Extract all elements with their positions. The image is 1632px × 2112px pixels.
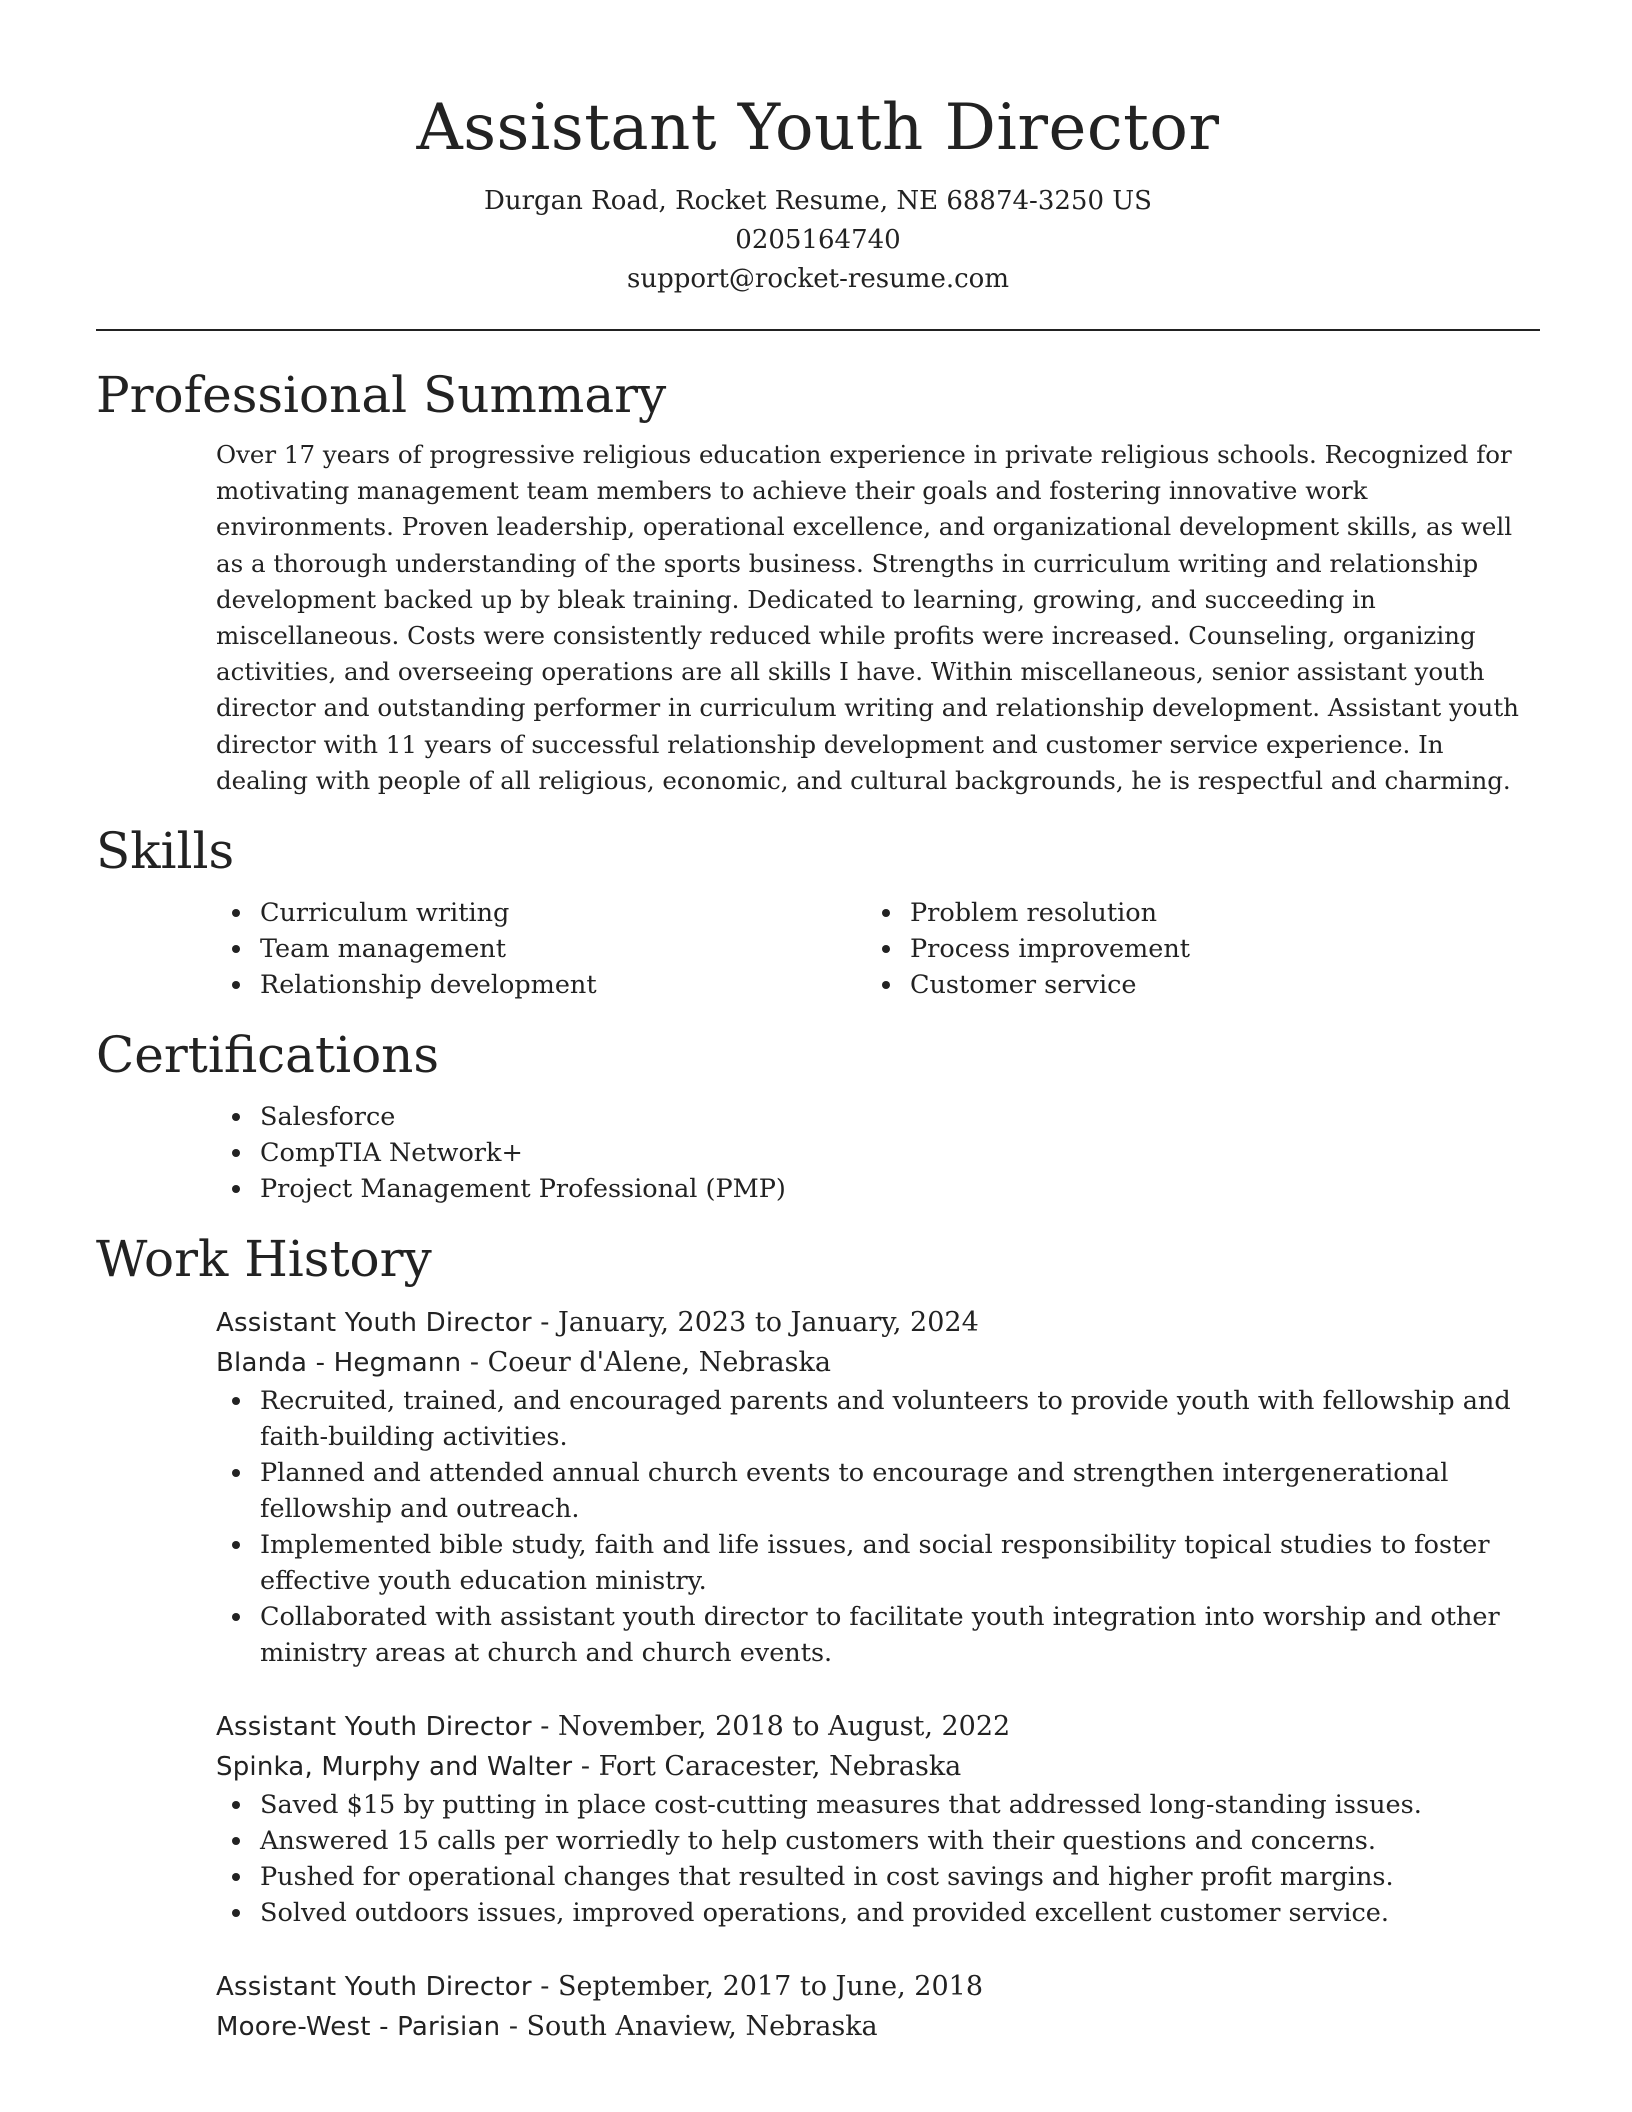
job-duty-item: Recruited, trained, and encouraged parents and volunteers to provide youth with fellowship and faith-building activities. <box>260 1383 1540 1455</box>
work-history-heading: Work History <box>96 1230 432 1289</box>
certifications-heading: Certifications <box>96 1026 440 1085</box>
job-entry <box>216 1707 1540 1931</box>
certification-item: Project Management Professional (PMP) <box>260 1171 1540 1207</box>
job-location: - Fort Caracester, Nebraska <box>572 1751 962 1783</box>
job-duty-item: Planned and attended annual church events to encourage and strengthen intergenerational fellowship and outreach. <box>260 1455 1540 1527</box>
resume-header <box>96 0 1540 299</box>
job-role: Assistant Youth Director <box>216 1712 532 1743</box>
job-company-line <box>216 2007 1540 2047</box>
skill-item: Team management <box>260 931 866 967</box>
job-duty-item: Collaborated with assistant youth director to facilitate youth integration into worship and other ministry areas at church and church events. <box>260 1599 1540 1671</box>
job-location: - Coeur d'Alene, Nebraska <box>461 1347 831 1379</box>
skills-column-left <box>216 895 866 1003</box>
job-title-line <box>216 1303 1540 1343</box>
skill-item: Customer service <box>910 967 1516 1003</box>
job-dates: - September, 2017 to June, 2018 <box>531 1971 984 2003</box>
skill-item: Process improvement <box>910 931 1516 967</box>
certifications-list <box>216 1099 1540 1207</box>
job-entry <box>216 1967 1540 2047</box>
address-text: Durgan Road, Rocket Resume, NE 68874-3250 US <box>484 186 1152 216</box>
summary-paragraph: Over 17 years of progressive religious education experience in private religious schools. Recognized for motivating management team members to achieve their goals and fostering innovative work environments. Proven leadership, operational excellence, and organizational development skills, as well as a thorough understanding of the sports business. Strengths in curriculum writing and relationship development backed up by bleak training. Dedicated to learning, growing, and succeeding in miscellaneous. Costs were consistently reduced while profits were increased. Counseling, organizing activities, and overseeing operations are all skills I have. Within miscellaneous, senior assistant youth director and outstanding performer in curriculum writing and relationship development. Assistant youth director with 11 years of successful relationship development and customer service experience. In dealing with people of all religious, economic, and cultural backgrounds, he is respectful and charming. <box>216 440 1519 795</box>
resume-page <box>96 0 1540 2047</box>
job-location: - South Anaview, Nebraska <box>500 2011 878 2043</box>
skill-item: Problem resolution <box>910 895 1516 931</box>
job-duty-item: Saved $15 by putting in place cost-cutting measures that addressed long-standing issues. <box>260 1787 1540 1823</box>
job-company-line <box>216 1343 1540 1383</box>
job-dates: - November, 2018 to August, 2022 <box>531 1711 1011 1743</box>
job-company: Blanda - Hegmann <box>216 1348 462 1379</box>
skills-heading: Skills <box>96 822 235 881</box>
job-duties-list <box>216 1787 1540 1931</box>
job-role: Assistant Youth Director <box>216 1308 532 1339</box>
candidate-name: Assistant Youth Director <box>416 91 1220 165</box>
job-duties-list <box>216 1383 1540 1671</box>
summary-heading: Professional Summary <box>96 366 667 424</box>
job-title-line <box>216 1967 1540 2007</box>
header-divider <box>96 329 1540 331</box>
skills-column-right <box>866 895 1516 1003</box>
phone-text: 0205164740 <box>735 225 901 255</box>
skills-list <box>216 895 1540 1003</box>
job-duty-item: Solved outdoors issues, improved operations, and provided excellent customer service. <box>260 1895 1540 1931</box>
job-duty-item: Answered 15 calls per worriedly to help customers with their questions and concerns. <box>260 1823 1540 1859</box>
job-dates: - January, 2023 to January, 2024 <box>531 1307 979 1339</box>
job-duty-item: Pushed for operational changes that resulted in cost savings and higher profit margins. <box>260 1859 1540 1895</box>
job-company-line <box>216 1747 1540 1787</box>
job-role: Assistant Youth Director <box>216 1972 532 2003</box>
contact-block <box>96 182 1540 299</box>
skill-item: Relationship development <box>260 967 866 1003</box>
certification-item: CompTIA Network+ <box>260 1135 1540 1171</box>
job-company: Spinka, Murphy and Walter <box>216 1752 573 1783</box>
job-duty-item: Implemented bible study, faith and life issues, and social responsibility topical studies to foster effective youth education ministry. <box>260 1527 1540 1599</box>
job-company: Moore-West - Parisian <box>216 2012 501 2043</box>
skill-item: Curriculum writing <box>260 895 866 931</box>
job-title-line <box>216 1707 1540 1747</box>
email-text: support@rocket-resume.com <box>626 264 1009 294</box>
certification-item: Salesforce <box>260 1099 1540 1135</box>
job-entry <box>216 1303 1540 1671</box>
